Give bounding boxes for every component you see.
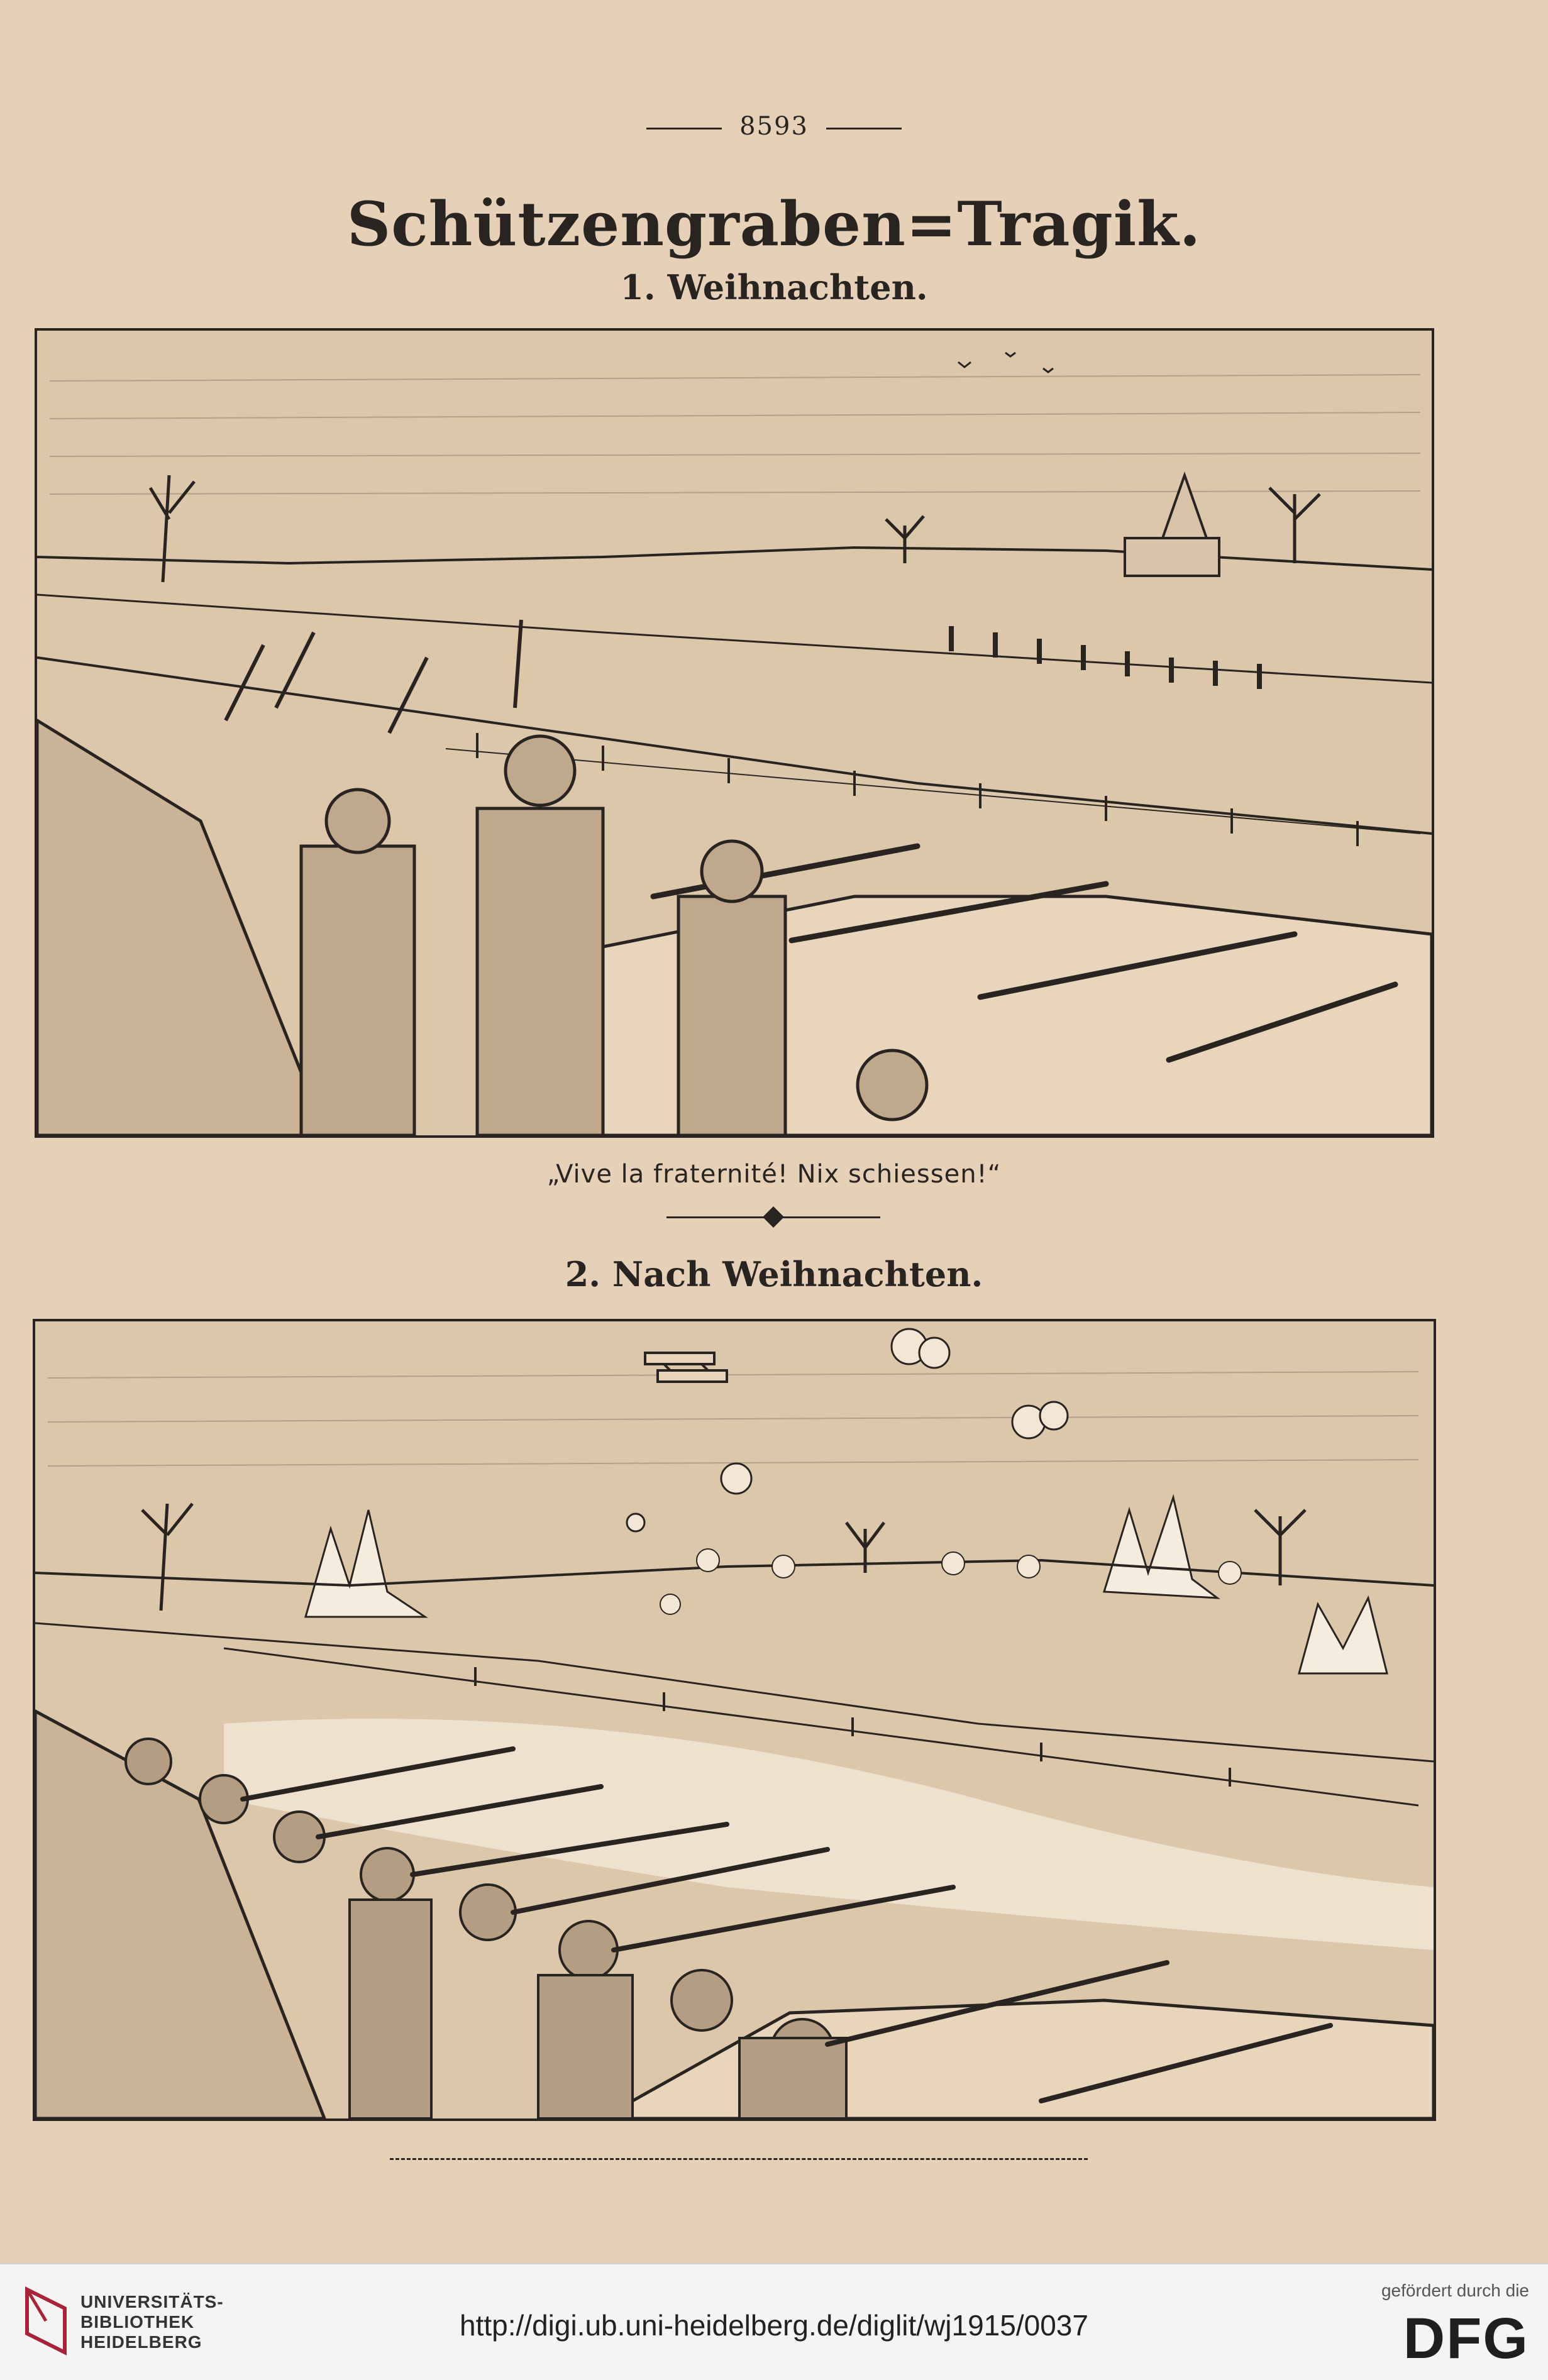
bottom-dashed-rule xyxy=(390,2158,1088,2160)
illustration-panel-2 xyxy=(33,1319,1436,2121)
ornament-rule-left xyxy=(646,128,722,129)
page-title: Schützengraben=Tragik. xyxy=(346,189,1202,260)
ornament-rule-right xyxy=(826,128,902,129)
page-number: 8593 xyxy=(739,112,809,141)
trench-after-christmas-illustration xyxy=(35,1321,1434,2118)
dfg-logo: DFG xyxy=(1403,2306,1529,2371)
trench-christmas-illustration xyxy=(37,331,1432,1135)
library-name-line2: BIBLIOTHEK xyxy=(80,2312,195,2332)
page-number-line xyxy=(0,112,1548,141)
illustration-panel-1 xyxy=(35,328,1434,1138)
section1-title: 1. Weihnachten. xyxy=(620,267,928,307)
permalink-url[interactable]: http://digi.ub.uni-heidelberg.de/diglit/wj1915/0037 xyxy=(460,2309,1088,2342)
library-name-line3: HEIDELBERG xyxy=(80,2332,202,2352)
panel1-caption: „Vive la fraternité! Nix schiessen!“ xyxy=(546,1160,1002,1189)
section2-title: 2. Nach Weihnachten. xyxy=(565,1254,983,1294)
funding-label: gefördert durch die xyxy=(1381,2281,1529,2300)
divider-ornament xyxy=(763,1206,784,1228)
library-name-line1: UNIVERSITÄTS- xyxy=(80,2292,224,2311)
digitization-footer xyxy=(0,2263,1548,2380)
